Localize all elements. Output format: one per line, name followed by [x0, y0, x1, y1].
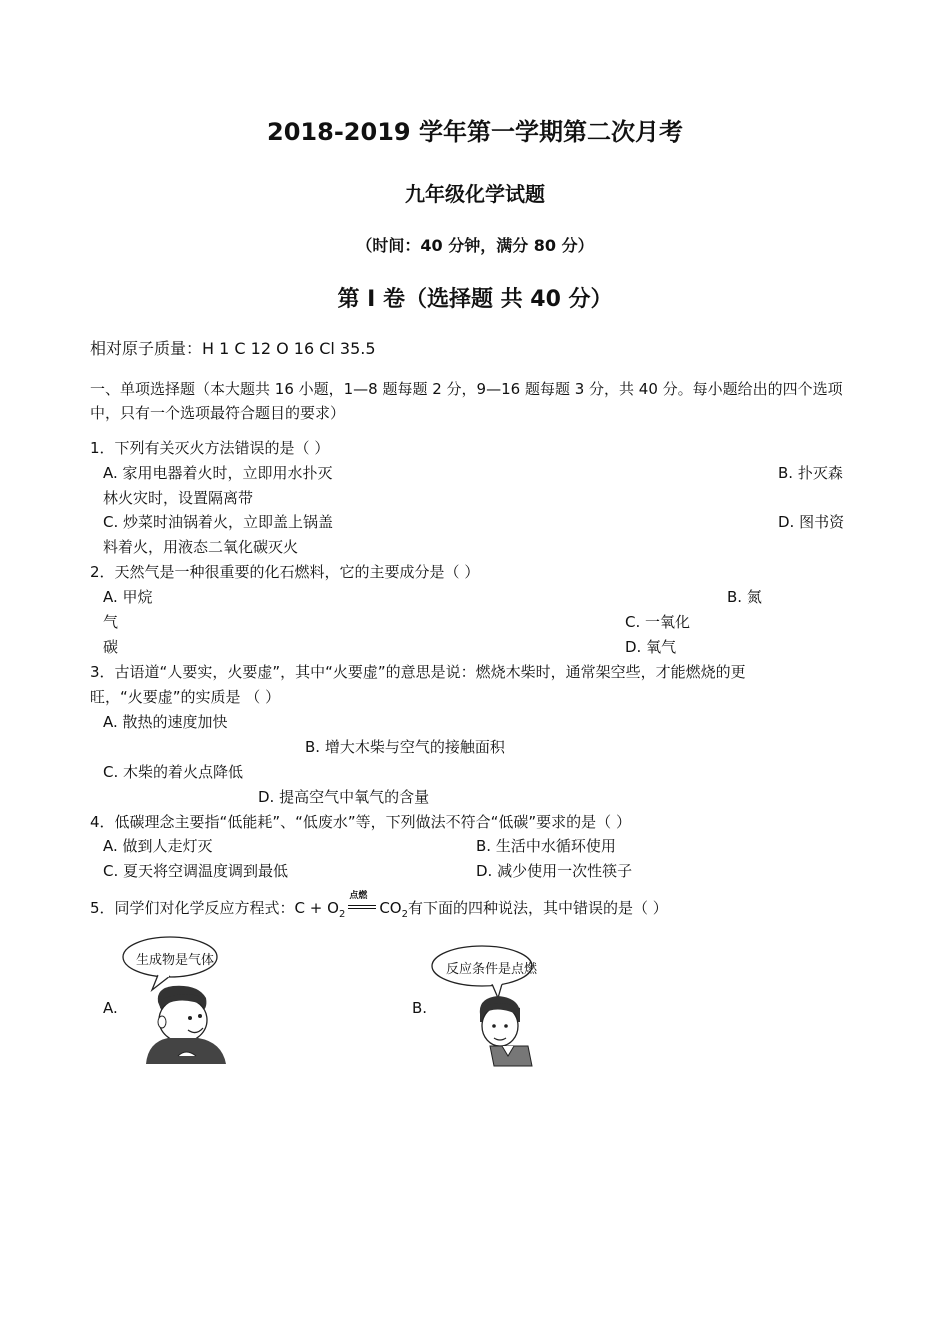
q1-option-b: B. 扑灭森	[778, 464, 843, 482]
part1-instruction: 一、单项选择题（本大题共 16 小题，1—8 题每题 2 分，9—16 题每题 3 分，共 40 分。每小题给出的四个选项中，只有一个选项最符合题目的要求）	[90, 380, 843, 422]
q2-option-b-cont: 气	[103, 613, 119, 631]
q1-option-d-cont: 料着火，用液态二氧化碳灭火	[103, 538, 299, 556]
exam-subtitle: 九年级化学试题	[405, 182, 545, 206]
q1-option-b-cont: 林火灾时，设置隔离带	[103, 489, 254, 507]
q5-stem	[90, 891, 668, 927]
q2-option-d: D. 氧气	[625, 638, 677, 656]
q4-option-c: C. 夏天将空调温度调到最低	[103, 862, 289, 880]
q4-option-d: D. 减少使用一次性筷子	[476, 862, 633, 880]
q3-stem-cont: 旺，“火要虚”的实质是 （ ）	[90, 688, 281, 706]
reaction-condition: 点燃	[349, 891, 368, 901]
q3-stem: 3．古语道“人要实，火要虚”，其中“火要虚”的意思是说：燃烧木柴时，通常架空些，才能燃烧的更	[90, 663, 746, 681]
q5-o2-subscript: 2	[338, 909, 346, 920]
q4-option-a: A. 做到人走灯灭	[103, 837, 213, 855]
q5-option-a-label: A.	[103, 999, 118, 1017]
q3-option-a: A. 散热的速度加快	[103, 713, 228, 731]
q2-option-c: C. 一氧化	[625, 613, 691, 631]
q5-co2-subscript: 2	[401, 909, 408, 920]
q1-option-d: D. 图书资	[778, 513, 845, 531]
q1-stem: 1．下列有关灭火方法错误的是（ ）	[90, 439, 330, 457]
atomic-mass: 相对原子质量：H 1 C 12 O 16 Cl 35.5	[90, 339, 376, 358]
time-info: （时间：40 分钟，满分 80 分）	[356, 236, 594, 255]
reaction-arrow	[347, 891, 377, 917]
q3-option-c: C. 木柴的着火点降低	[103, 763, 244, 781]
q5-product: CO	[379, 899, 402, 917]
q1-option-c: C. 炒菜时油锅着火，立即盖上锅盖	[103, 513, 334, 531]
q2-stem: 2．天然气是一种很重要的化石燃料，它的主要成分是（ ）	[90, 563, 480, 581]
q2-option-a: A. 甲烷	[103, 588, 153, 606]
q5-bubble-b: 反应条件是点燃	[446, 962, 538, 977]
q2-option-c-cont: 碳	[103, 638, 119, 656]
q4-option-b: B. 生活中水循环使用	[476, 837, 616, 855]
q5-stem-prefix: 5．同学们对化学反应方程式：C + O	[90, 899, 339, 917]
q2-option-b: B. 氮	[727, 588, 762, 606]
q5-option-b-label: B.	[412, 999, 428, 1017]
q4-stem: 4．低碳理念主要指“低能耗”、“低废水”等，下列做法不符合“低碳”要求的是（ ）	[90, 813, 631, 831]
section-title: 第 I 卷（选择题 共 40 分）	[337, 287, 613, 312]
q1-option-a: A. 家用电器着火时，立即用水扑灭	[103, 464, 333, 482]
q3-option-d: D. 提高空气中氧气的含量	[258, 788, 430, 806]
q5-figure-a	[118, 930, 248, 1065]
q5-stem-suffix: 有下面的四种说法，其中错误的是（ ）	[407, 899, 668, 917]
q3-option-b: B. 增大木柴与空气的接触面积	[305, 738, 505, 756]
q5-figure-b	[428, 942, 558, 1067]
exam-title: 2018-2019 学年第一学期第二次月考	[267, 118, 683, 146]
q5-bubble-a: 生成物是气体	[136, 953, 215, 968]
